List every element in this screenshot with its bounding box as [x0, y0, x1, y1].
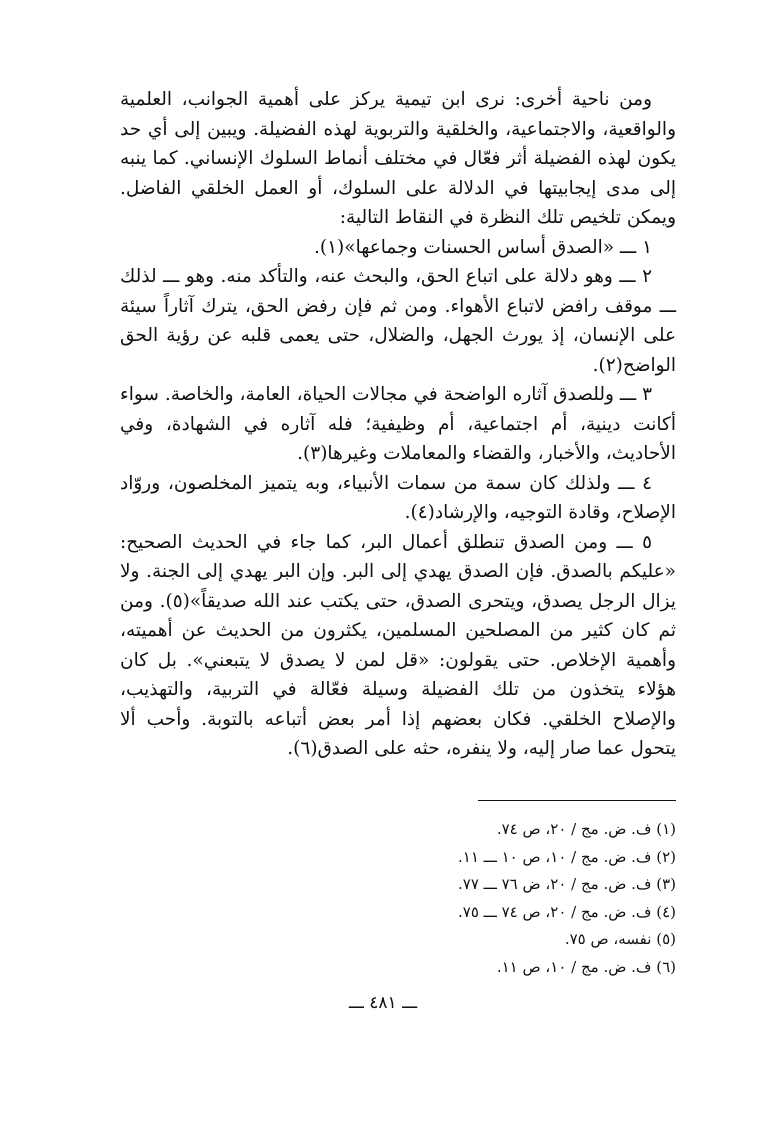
point-4: ٤ ـــ ولذلك كان سمة من سمات الأنبياء، وبه يتميز المخلصون، وروّاد الإصلاح، وقادة التوجيه، والإرشاد(٤). [120, 472, 676, 523]
main-text [120, 85, 676, 764]
point-5: ٥ ـــ ومن الصدق تنطلق أعمال البر، كما جاء في الحديث الصحيح: «عليكم بالصدق. فإن الصدق يهدي إلى البر. وإن البر يهدي إلى الجنة. ولا يزال الرجل يصدق، ويتحرى الصدق، حتى يكتب عند الله صديقاً»(٥). ومن ثم كان كثير من المصلحين المسلمين، يكثرون من الحديث عن أهميته، وأهمية الإخلاص. حتى يقولون: «قل لمن لا يصدق لا يتبعني». بل كان هؤلاء يتخذون من تلك الفضيلة وسيلة فعّالة في التربية، والتهذيب، والإصلاح الخلقي. فكان بعضهم إذا أمر بعض أتباعه بالتوبة. وأحب ألا يتحول عما صار إليه، ولا ينفره، حثه على الصدق(٦). [120, 531, 677, 759]
footnote-5: (٥) نفسه، ص ٧٥. [564, 930, 676, 949]
footnotes [418, 816, 676, 982]
footnote-4: (٤) ف. ض. مج / ٢٠، ص ٧٤ ـــ ٧٥. [457, 902, 676, 921]
footnote-1: (١) ف. ض. مج / ٢٠، ص ٧٤. [496, 820, 676, 838]
paragraph-intro: ومن ناحية أخرى: نرى ابن تيمية يركز على أهمية الجوانب، العلمية والواقعية، والاجتماعية، والخلقية والتربوية لهذه الفضيلة. ويبين إلى أي حد يكون لهذه الفضيلة أثر فعّال في مختلف أنماط السلوك الإنساني. كما ينبه إلى مدى إيجابيتها في الدلالة على السلوك، أو العمل الخلقي الفاضل. ويمكن تلخيص تلك النظرة في النقاط التالية: [120, 89, 676, 228]
point-3: ٣ ـــ وللصدق آثاره الواضحة في مجالات الحياة، العامة، والخاصة. سواء أكانت دينية، أم اجتماعية، أم وظيفية؛ فله آثاره في الشهادة، وفي الأحاديث، والأخبار، والقضاء والمعاملات وغيرها(٣). [120, 384, 676, 464]
footnote-separator [478, 800, 676, 801]
page-number: ـــ ٤٨١ ـــ [348, 993, 418, 1013]
point-1: ١ ـــ «الصدق أساس الحسنات وجماعها»(١). [313, 236, 652, 258]
footnote-3: (٣) ف. ض. مج / ٢٠، ض ٧٦ ـــ ٧٧. [457, 875, 676, 894]
footnote-2: (٢) ف. ض. مج / ١٠، ص ١٠ ـــ ١١. [457, 847, 676, 866]
footnote-6: (٦) ف. ض. مج / ١٠، ص ١١. [496, 957, 676, 976]
point-2: ٢ ـــ وهو دلالة على اتباع الحق، والبحث عنه، والتأكد منه. وهو ـــ لذلك ـــ موقف رافض لاتباع الأهواء. ومن ثم فإن رفض الحق، يترك آثاراً سيئة على الإنسان، إذ يورث الجهل، والضلال، حتى يعمى قلبه عن رؤية الحق الواضح(٢). [120, 266, 676, 376]
